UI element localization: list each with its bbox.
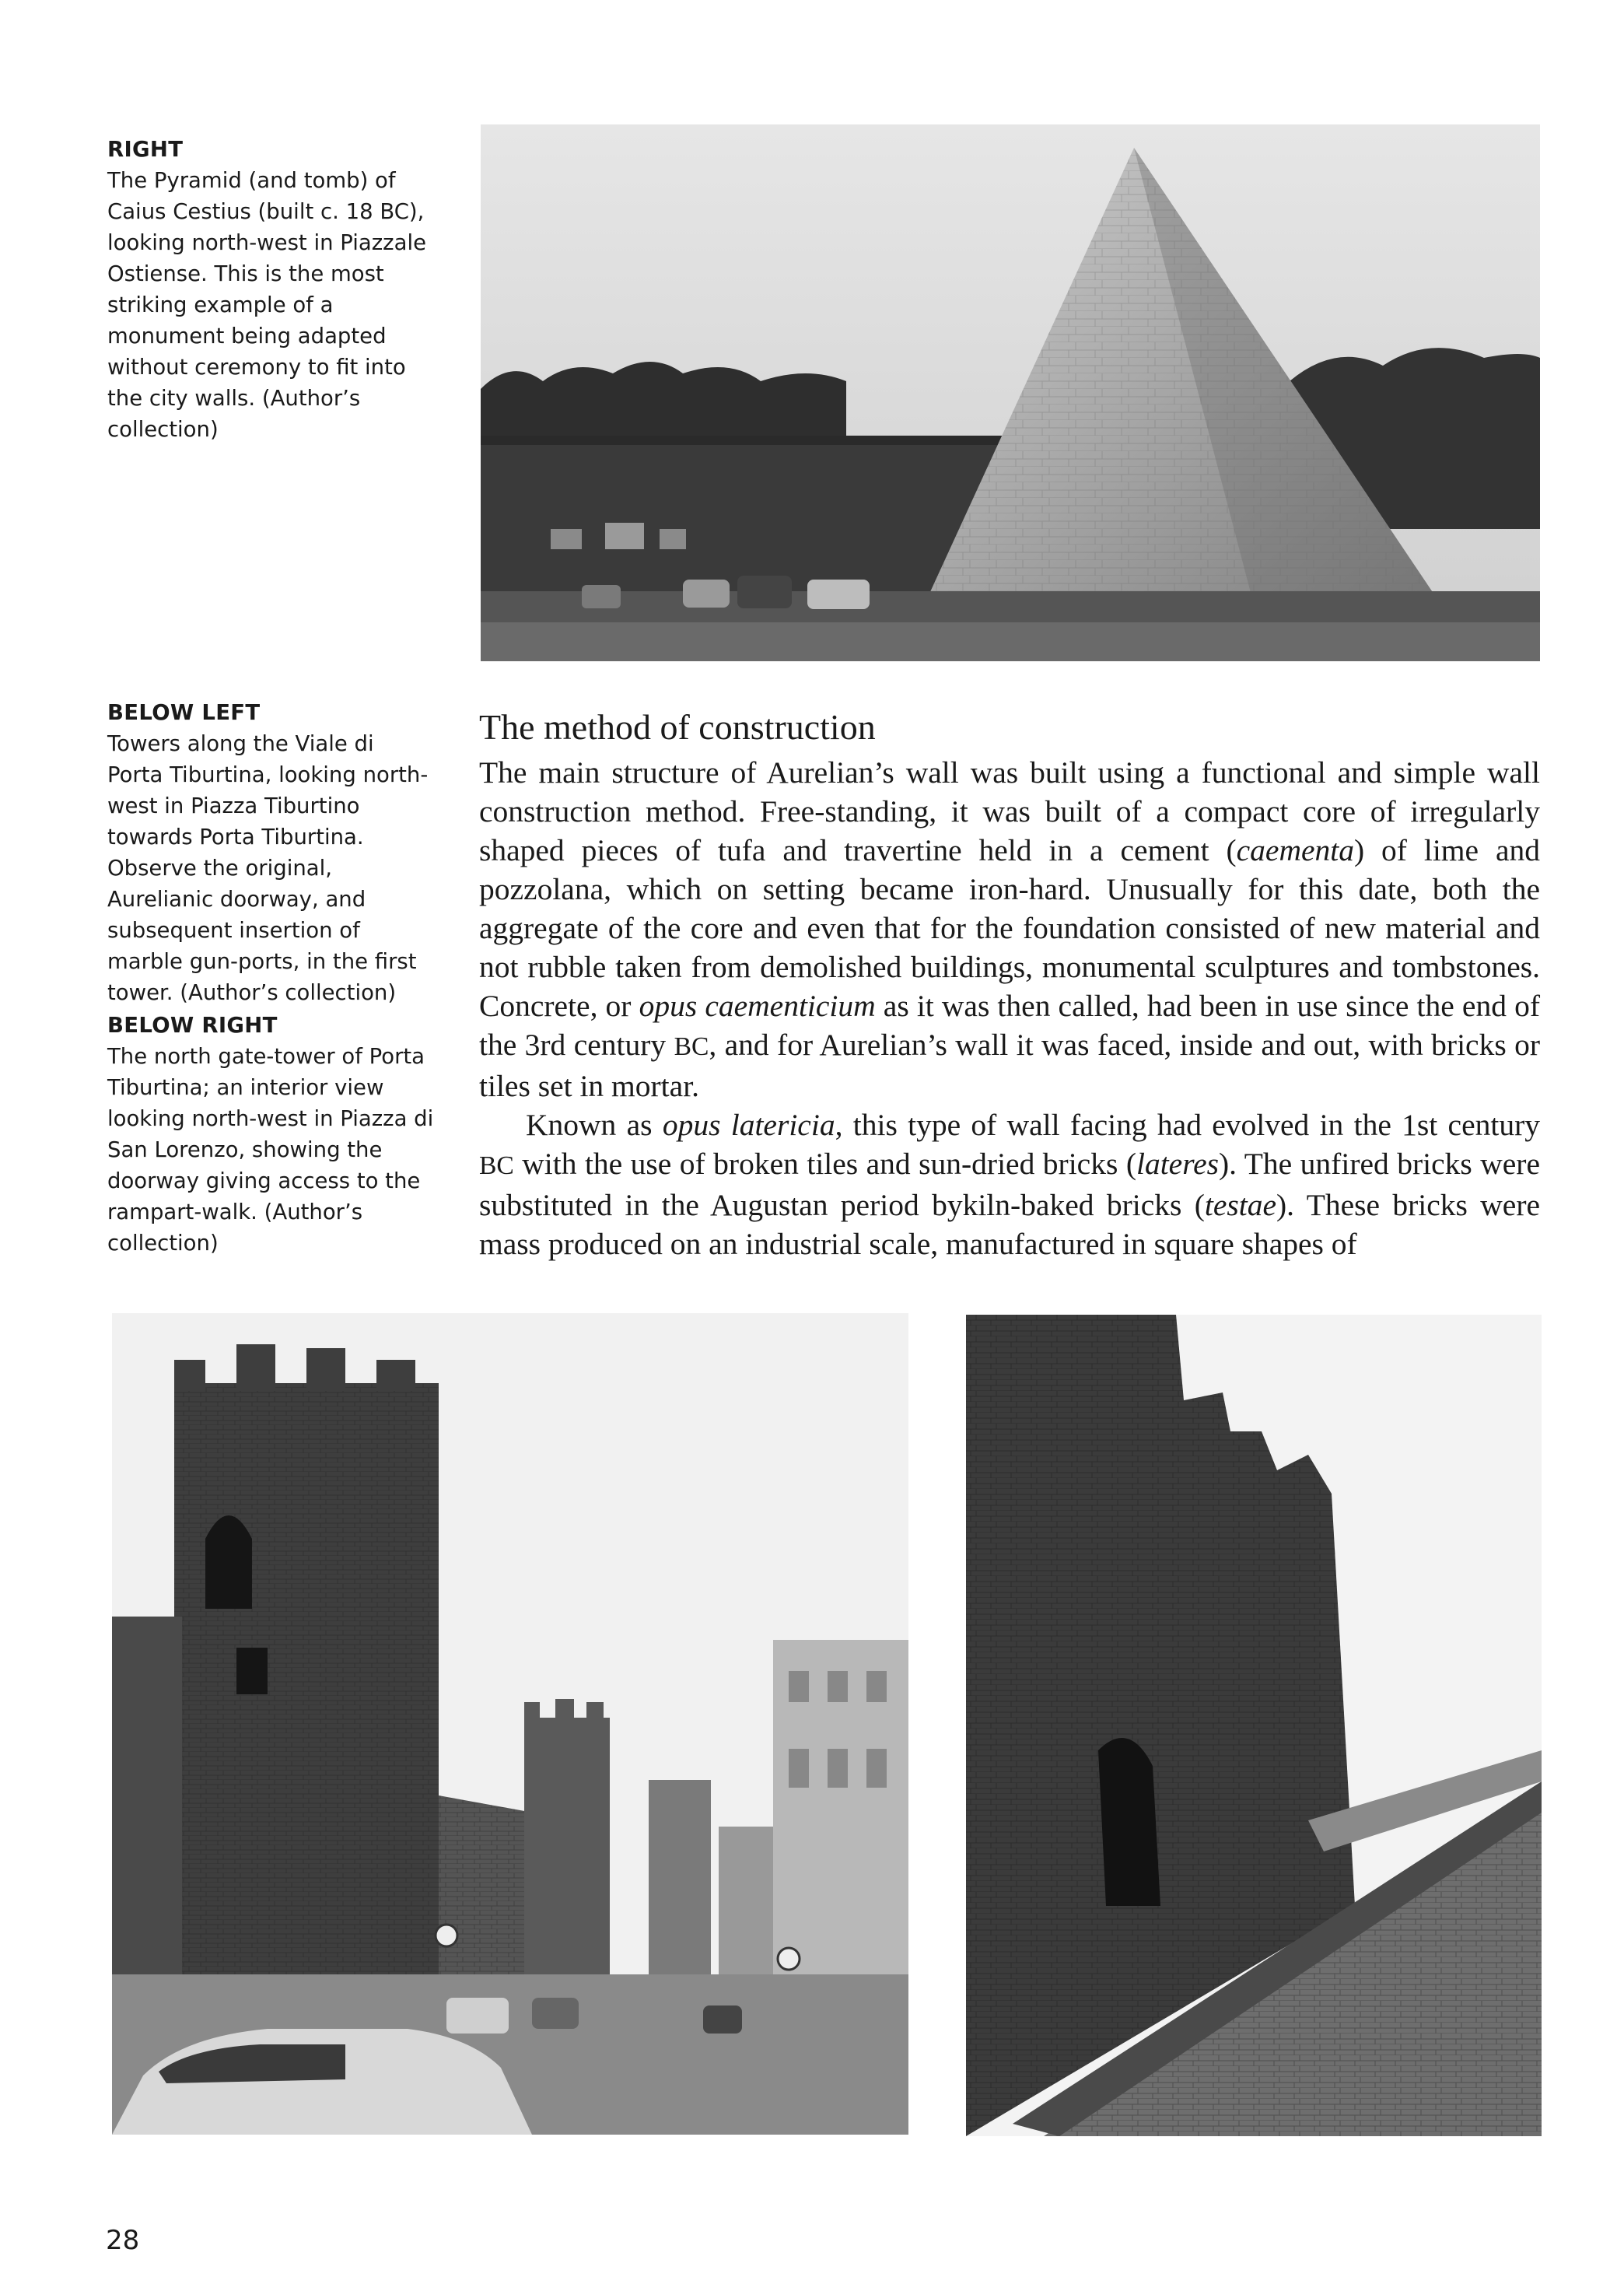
caption-below-right	[107, 1010, 434, 1259]
caption-right	[107, 134, 434, 445]
caption-right-text: The Pyramid (and tomb) of Caius Cestius (built c. 18 BC), looking north-west in Piazzale Ostiense. This is the most striking example of a monument being adapted without ceremony to fit into the city walls. (Author’s collection)	[107, 168, 427, 442]
photo-pyramid-of-cestius	[481, 124, 1540, 661]
caption-right-title: RIGHT	[107, 137, 184, 162]
caption-below-left	[107, 697, 434, 1008]
page-number: 28	[106, 2225, 140, 2256]
section-heading: The method of construction	[479, 707, 876, 747]
paragraph-1: The main structure of Aurelian’s wall was built using a functional and simple wall construction method. Free-standing, it was built of a compact core of irregularly shaped pieces of tufa and travertine held in a cement (caementa) of lime and pozzolana, which on setting became iron-hard. Unusually for this date, both the aggregate of the core and even that for the foundation consisted of new material and not rubble taken from demolished buildings, monumental sculptures and tombstones. Concrete, or opus caementicium as it was then called, had been in use since the end of the 3rd century BC, and for Aurelian’s wall it was faced, inside and out, with bricks or tiles set in mortar.	[479, 755, 1541, 1103]
caption-below-left-text: Towers along the Viale di Porta Tiburtina, looking north-west in Piazza Tiburtino towards Porta Tiburtina. Observe the original, Aurelianic doorway, and subsequent insertion of marble gun-ports, in the first tower. (Author’s collection)	[107, 731, 429, 1005]
caption-below-left-title: BELOW LEFT	[107, 700, 261, 725]
paragraph-2: Known as opus latericia, this type of wall facing had evolved in the 1st century BC with the use of broken tiles and sun-dried bricks (lateres). The unfired bricks were substituted in the Augustan period bykiln-baked bricks (testae). These bricks were mass produced on an industrial scale, manufactured in square shapes of	[479, 1108, 1541, 1261]
article-body	[479, 706, 1540, 1263]
photo-porta-tiburtina-gate-tower	[966, 1315, 1542, 2136]
photo-towers-viale-di-porta-tiburtina	[112, 1313, 908, 2135]
caption-below-right-title: BELOW RIGHT	[107, 1013, 278, 1038]
caption-below-right-text: The north gate-tower of Porta Tiburtina; an interior view looking north-west in Piazza di San Lorenzo, showing the doorway giving access to the rampart-walk. (Author’s collection)	[107, 1044, 434, 1256]
